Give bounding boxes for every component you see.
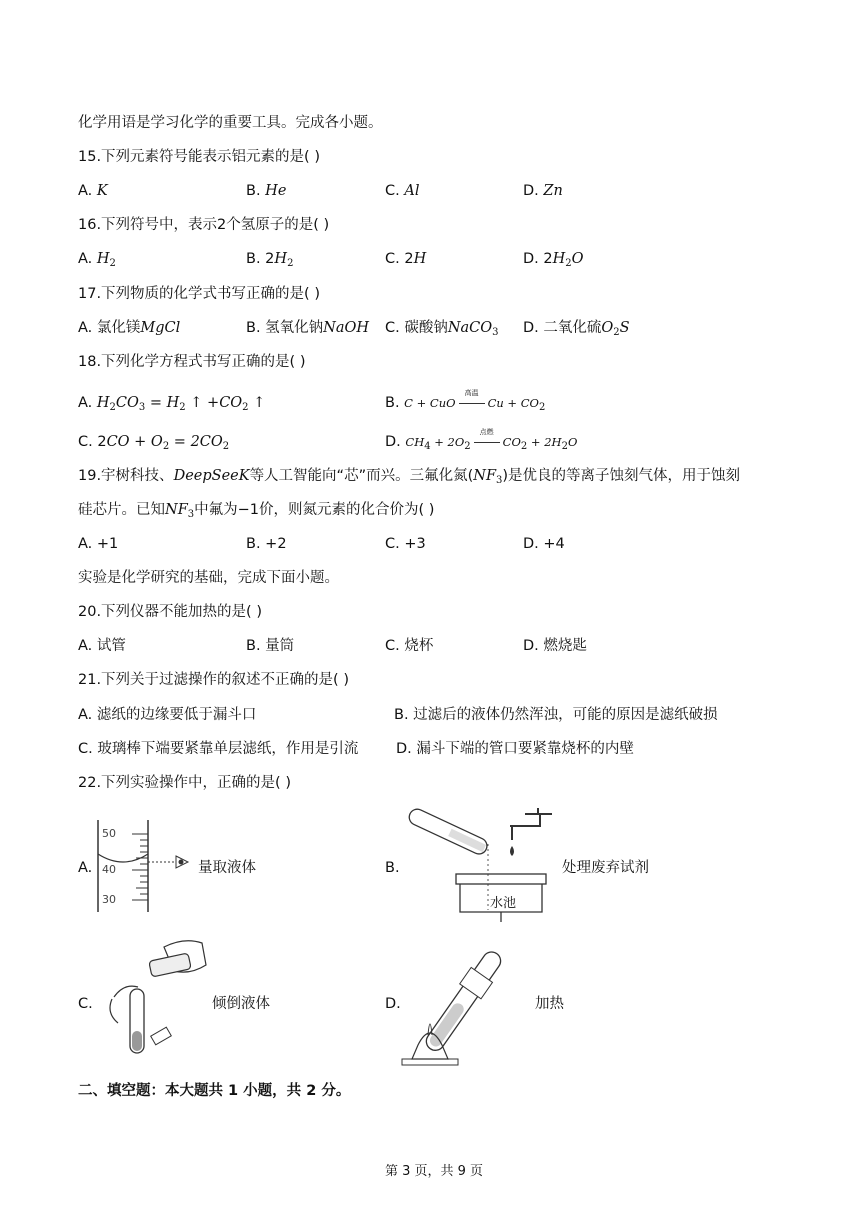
q20-option-a: A. 试管: [78, 638, 126, 654]
q19-option-c: C. +3: [385, 536, 426, 552]
q20-option-c: C. 烧杯: [385, 638, 434, 654]
q15-stem: 15.下列元素符号能表示铝元素的是( ): [78, 149, 320, 165]
intro2-text: 实验是化学研究的基础，完成下面小题。: [78, 570, 339, 586]
page-footer: 第 3 页，共 9 页: [384, 1164, 484, 1179]
q21-stem: 21.下列关于过滤操作的叙述不正确的是( ): [78, 672, 349, 688]
cylinder-tick-50: 50: [102, 827, 116, 840]
q16-option-c: C. 2H: [385, 251, 427, 267]
q16-option-b: B. $2H_2$: [246, 251, 294, 269]
q22-option-c-figure: [94, 935, 224, 1067]
q15-option-d: D. Zn: [523, 183, 563, 199]
q17-option-a: A. 氯化镁MgCl: [78, 320, 181, 336]
q19-option-a: A. +1: [78, 536, 119, 552]
q20-option-d: D. 燃烧匙: [523, 638, 587, 654]
q20-stem: 20.下列仪器不能加热的是( ): [78, 604, 262, 620]
q16-option-a: A. $H_2$: [78, 251, 116, 269]
q22-option-d-label: 加热: [535, 996, 564, 1012]
q17-stem: 17.下列物质的化学式书写正确的是( ): [78, 286, 320, 302]
q18-option-d: D. CH4 + 2O2 点燃 CO2 + 2H2O: [385, 428, 578, 452]
intro-text: 化学用语是学习化学的重要工具。完成各小题。: [78, 115, 383, 131]
q22-stem: 22.下列实验操作中，正确的是( ): [78, 775, 291, 791]
q19-option-b: B. +2: [246, 536, 287, 552]
q19-stem-line1: 19.宇树科技、DeepSeeK等人工智能向“芯”而兴。三氟化氮$(NF_3)$是优良的等离子蚀刻气体，用于蚀刻: [78, 468, 741, 486]
q22-option-c-letter: C.: [78, 996, 93, 1012]
q22-option-d-letter: D.: [385, 996, 401, 1012]
q20-option-b: B. 量筒: [246, 638, 295, 654]
q15-option-a: A. K: [78, 183, 108, 199]
q21-option-a: A. 滤纸的边缘要低于漏斗口: [78, 707, 257, 723]
q16-stem: 16.下列符号中，表示2个氢原子的是( ): [78, 217, 330, 233]
q22-option-b-figure: [400, 800, 560, 922]
q17-option-b: B. 氢氧化钠NaOH: [246, 320, 370, 336]
q19-option-d: D. +4: [523, 536, 565, 552]
q21-option-b: B. 过滤后的液体仍然浑浊，可能的原因是滤纸破损: [394, 707, 718, 723]
q17-option-c: C. 碳酸钠NaCO$_3$: [385, 320, 499, 338]
q18-option-c: C. $2CO + O_2 = 2CO_2$: [78, 434, 230, 452]
q18-option-b: B. C + CuO 高温 Cu + CO2: [385, 389, 546, 413]
q21-option-c: C. 玻璃棒下端要紧靠单层滤纸，作用是引流: [78, 741, 359, 757]
q15-option-c: C. Al: [385, 183, 420, 199]
cylinder-tick-40: 40: [102, 863, 116, 876]
q22-option-d-figure: [398, 935, 530, 1067]
q15-option-b: B. He: [246, 183, 287, 199]
section-2-heading: 二、填空题：本大题共 1 小题，共 2 分。: [78, 1083, 351, 1099]
water-pool-label: 水池: [490, 896, 517, 911]
q22-option-b-label: 处理废弃试剂: [562, 860, 649, 876]
q22-option-a-letter: A.: [78, 860, 93, 876]
q19-stem-line2: 硅芯片。已知$NF_3$中氟为−1价，则氮元素的化合价为( ): [78, 502, 435, 520]
q18-option-a: A. $H_2CO_3 = H_2$ ↑ $+CO_2$ ↑: [78, 395, 266, 413]
q18-stem: 18.下列化学方程式书写正确的是( ): [78, 354, 306, 370]
q22-option-a-label: 量取液体: [198, 860, 256, 876]
q17-option-d: D. 二氧化硫$O_2S$: [523, 320, 630, 338]
q22-option-b-letter: B.: [385, 860, 400, 876]
q21-option-d: D. 漏斗下端的管口要紧靠烧杯的内壁: [396, 741, 634, 757]
cylinder-tick-30: 30: [102, 893, 116, 906]
q16-option-d: D. $2H_2O$: [523, 251, 584, 269]
q22-option-c-label: 倾倒液体: [212, 996, 270, 1012]
